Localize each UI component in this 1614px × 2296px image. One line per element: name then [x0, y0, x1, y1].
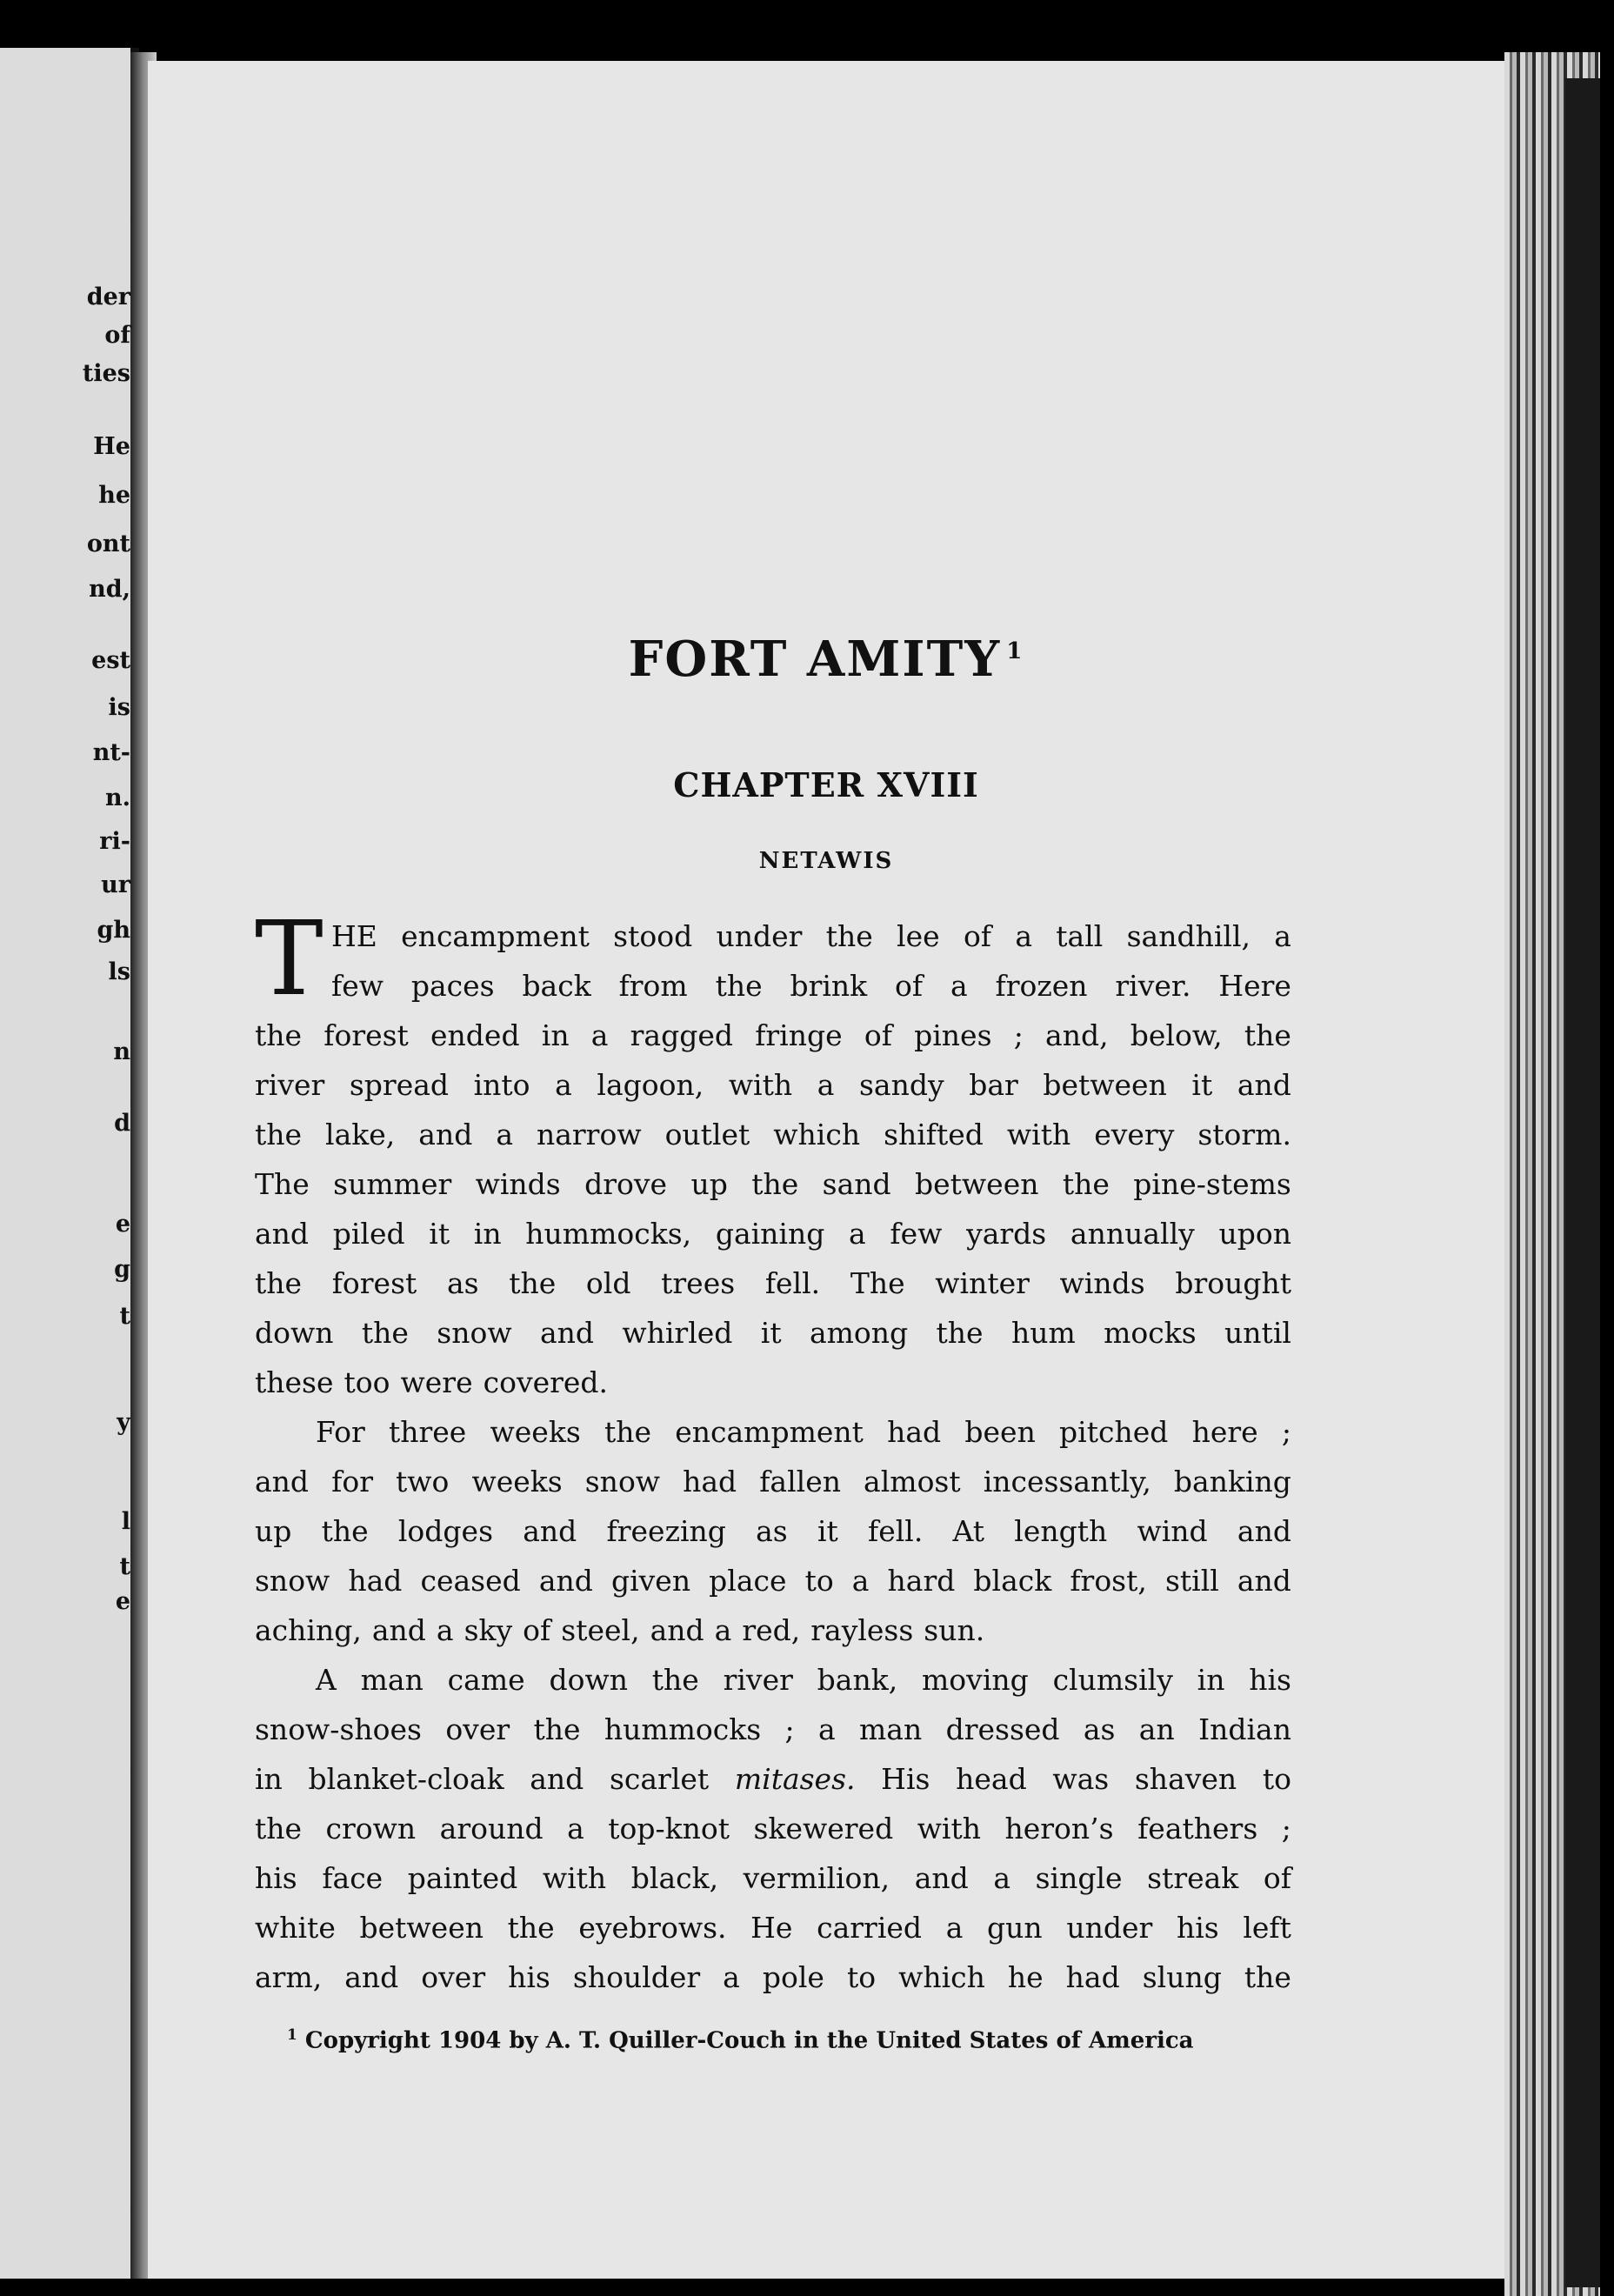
word: to [1262, 1762, 1291, 1796]
word: Indian [1198, 1712, 1291, 1746]
word: whirled [622, 1316, 733, 1350]
facing-page-fragment: der [86, 284, 130, 310]
word: with [917, 1812, 982, 1845]
word: hummocks, [525, 1217, 692, 1251]
text-line [255, 1705, 1291, 1754]
word: pine-stems [1133, 1167, 1291, 1201]
word: spread [349, 1068, 450, 1102]
word: were [400, 1365, 473, 1399]
word: the [533, 1712, 581, 1746]
word: and [1237, 1564, 1291, 1598]
facing-page-fragment: t [119, 1303, 130, 1330]
word: an [1138, 1712, 1175, 1746]
word: blanket-cloak [308, 1762, 504, 1796]
word: For [316, 1415, 365, 1449]
word: pines [914, 1018, 992, 1052]
word: river. [1115, 969, 1191, 1003]
facing-page-fragment: he [98, 482, 130, 509]
word: too [343, 1365, 390, 1399]
word: black [973, 1564, 1052, 1598]
word: bank, [817, 1663, 898, 1697]
word: with [1006, 1118, 1071, 1151]
text-line [255, 1308, 1291, 1358]
word: wind [1137, 1514, 1208, 1548]
word: HE [331, 919, 377, 953]
word: a [849, 1217, 866, 1251]
word: of [895, 969, 924, 1003]
word: the [1244, 1018, 1291, 1052]
facing-page-fragment: He [93, 433, 130, 460]
word: outlet [664, 1118, 750, 1151]
word: stood [613, 919, 693, 953]
footnote-text: Copyright 1904 by A. T. Quiller-Couch in the United States of America [304, 2027, 1194, 2054]
text-line [255, 1011, 1291, 1060]
word: a [851, 1564, 870, 1598]
word: The [850, 1266, 905, 1300]
word: narrow [536, 1118, 642, 1151]
word: until [1224, 1316, 1291, 1350]
word: vermilion, [743, 1861, 890, 1895]
title-footnote-mark: 1 [1006, 638, 1024, 665]
word: a [993, 1861, 1011, 1895]
word: and [1237, 1514, 1291, 1548]
word: and [418, 1118, 473, 1151]
word: forest [323, 1018, 409, 1052]
word: sandy [858, 1068, 944, 1102]
word: clumsily [1052, 1663, 1173, 1697]
body-text [255, 898, 1291, 2002]
word: carried [817, 1911, 923, 1945]
word: the [825, 919, 873, 953]
word: a [567, 1812, 584, 1845]
text-line [255, 911, 1291, 961]
word: storm. [1197, 1118, 1291, 1151]
word: winds [475, 1167, 561, 1201]
word: eyebrows. [578, 1911, 727, 1945]
word: lee [897, 919, 940, 953]
word: A [316, 1663, 337, 1697]
word: the [1062, 1167, 1110, 1201]
word: every [1094, 1118, 1175, 1151]
facing-page-fragment: n. [104, 784, 130, 811]
word: ended [430, 1018, 520, 1052]
word: mitases. [734, 1762, 856, 1796]
word: given [610, 1564, 691, 1598]
word: Here [1218, 969, 1291, 1003]
word: forest [331, 1266, 417, 1300]
word: a [723, 1960, 740, 1994]
word: place [709, 1564, 787, 1598]
word: of [864, 1018, 892, 1052]
word: and [539, 1316, 594, 1350]
word: snow-shoes [255, 1712, 422, 1746]
word: his [255, 1861, 297, 1895]
word: a [1274, 919, 1291, 953]
text-line [255, 1853, 1291, 1903]
word: tall [1056, 919, 1104, 953]
word: man [859, 1712, 923, 1746]
word: the [1244, 1960, 1291, 1994]
word: feathers [1137, 1812, 1258, 1845]
text-line [255, 1110, 1291, 1159]
word: ; [784, 1712, 795, 1746]
word: face [322, 1861, 383, 1895]
word: and [530, 1762, 584, 1796]
word: fell. [764, 1266, 821, 1300]
word: moving [922, 1663, 1029, 1697]
word: came [447, 1663, 525, 1697]
word: weeks [490, 1415, 581, 1449]
word: piled [332, 1217, 405, 1251]
facing-page-fragment: n [113, 1038, 130, 1065]
word: left [1243, 1911, 1291, 1945]
word: painted [407, 1861, 518, 1895]
word: and [344, 1960, 399, 1994]
word: encampment [675, 1415, 864, 1449]
word: fell. [867, 1514, 924, 1548]
word: a [1015, 919, 1032, 953]
facing-page-fragment: of [104, 322, 130, 349]
word: hum [1010, 1316, 1076, 1350]
word: under [716, 919, 803, 953]
word: arm, [255, 1960, 323, 1994]
word: as [1083, 1712, 1116, 1746]
facing-page-fragment: est [91, 647, 130, 674]
text-line [255, 1605, 1291, 1655]
word: length [1014, 1514, 1108, 1548]
word: and [255, 1465, 310, 1498]
word: top-knot [608, 1812, 730, 1845]
word: slung [1142, 1960, 1222, 1994]
facing-page-fragment: g [114, 1256, 130, 1283]
word: still [1164, 1564, 1219, 1598]
word: sand [822, 1167, 891, 1201]
word: had [887, 1415, 942, 1449]
word: a [817, 1068, 835, 1102]
word: and [523, 1514, 577, 1548]
word: which [898, 1960, 985, 1994]
word: a [555, 1068, 572, 1102]
text-line [255, 1655, 1291, 1705]
facing-page-fragment: d [114, 1110, 130, 1137]
word: down [255, 1316, 334, 1350]
word: around [439, 1812, 544, 1845]
word: for [331, 1465, 373, 1498]
word: river [723, 1663, 793, 1697]
title-text: FORT AMITY [628, 631, 1002, 688]
word: head [956, 1762, 1027, 1796]
footnote-mark: 1 [287, 2026, 297, 2044]
word: the [255, 1118, 303, 1151]
word: ceased [420, 1564, 521, 1598]
word: a [818, 1712, 836, 1746]
word: summer [333, 1167, 452, 1201]
word: incessantly, [983, 1465, 1151, 1498]
word: lagoon, [597, 1068, 704, 1102]
word: and, [1045, 1018, 1109, 1052]
text-line [255, 1258, 1291, 1308]
facing-page-fragment: ls [108, 958, 130, 985]
text-line [255, 1060, 1291, 1110]
word: the [255, 1266, 303, 1300]
word: of [1263, 1861, 1291, 1895]
word: snow [584, 1465, 661, 1498]
word: had [1065, 1960, 1120, 1994]
word: the [604, 1415, 652, 1449]
word: his [508, 1960, 550, 1994]
word: sandhill, [1126, 919, 1251, 953]
word: below, [1130, 1018, 1223, 1052]
word: crown [325, 1812, 417, 1845]
word: and [255, 1217, 310, 1251]
word: yards [966, 1217, 1047, 1251]
word: over [445, 1712, 510, 1746]
word: he [1007, 1960, 1044, 1994]
word: encampment [401, 919, 590, 953]
word: as [756, 1514, 788, 1548]
word: scarlet [609, 1762, 710, 1796]
word: and [1237, 1068, 1291, 1102]
word: of [963, 919, 992, 953]
word: streak [1147, 1861, 1239, 1895]
word: fallen [759, 1465, 841, 1498]
word: a [945, 1911, 964, 1945]
word: the [507, 1911, 555, 1945]
word: upon [1218, 1217, 1291, 1251]
word: the [361, 1316, 409, 1350]
word: his [1249, 1663, 1291, 1697]
text-line [255, 1506, 1291, 1556]
word: in [255, 1762, 283, 1796]
word: His [881, 1762, 930, 1796]
word: At [952, 1514, 985, 1548]
word: these [255, 1365, 334, 1399]
word: down [549, 1663, 628, 1697]
word: shoulder [572, 1960, 701, 1994]
word: with [728, 1068, 793, 1102]
word: snow [437, 1316, 512, 1350]
word: drove [584, 1167, 668, 1201]
word: gun [987, 1911, 1043, 1945]
word: up [690, 1167, 728, 1201]
word: brink [790, 969, 868, 1003]
word: mocks [1104, 1316, 1197, 1350]
word: between [915, 1167, 1039, 1201]
word: frozen [995, 969, 1088, 1003]
facing-page-fragment: nt- [92, 739, 130, 766]
word: single [1035, 1861, 1123, 1895]
book-cover-edge [1565, 78, 1600, 2287]
word: the [509, 1266, 557, 1300]
word: brought [1175, 1266, 1291, 1300]
word: winds [1059, 1266, 1145, 1300]
word: shaven [1134, 1762, 1237, 1796]
word: lodges [397, 1514, 494, 1548]
word: here [1191, 1415, 1258, 1449]
word: between [1043, 1068, 1167, 1102]
word: hard [887, 1564, 956, 1598]
text-line [255, 1952, 1291, 2002]
section-heading: NETAWIS [758, 848, 894, 874]
word: trees [661, 1266, 736, 1300]
word: paces [410, 969, 495, 1003]
word: to [846, 1960, 877, 1994]
word: covered. [483, 1365, 609, 1399]
word: up [255, 1514, 292, 1548]
facing-page-fragment: ont [86, 531, 130, 557]
word: to [804, 1564, 834, 1598]
word: a [436, 1613, 454, 1647]
word: a [590, 1018, 609, 1052]
word: weeks [471, 1465, 563, 1498]
chapter-heading: CHAPTER XVIII [673, 765, 979, 804]
word: as [446, 1266, 479, 1300]
facing-page-fragment: ties [82, 360, 130, 387]
facing-page-fragment: t [119, 1553, 130, 1580]
word: ; [1281, 1415, 1291, 1449]
word: into [473, 1068, 530, 1102]
word: a [950, 969, 968, 1003]
word: between [359, 1911, 484, 1945]
word: winter [935, 1266, 1030, 1300]
word: few [890, 1217, 943, 1251]
word: dressed [945, 1712, 1060, 1746]
word: freezing [606, 1514, 726, 1548]
word: annually [1070, 1217, 1195, 1251]
word: river [255, 1068, 325, 1102]
story-title [148, 631, 1504, 688]
word: almost [864, 1465, 961, 1498]
text-line [255, 1754, 1291, 1804]
word: his [1176, 1911, 1219, 1945]
word: lake, [325, 1118, 396, 1151]
word: ragged [630, 1018, 733, 1052]
word: which [773, 1118, 861, 1151]
word: it [429, 1217, 450, 1251]
facing-page-fragment: y [117, 1409, 130, 1436]
word: banking [1173, 1465, 1291, 1498]
word: the [255, 1812, 303, 1845]
text-line [255, 1358, 1291, 1407]
facing-page-fragment: ri- [99, 828, 130, 855]
word: white [255, 1911, 336, 1945]
word: ; [1013, 1018, 1024, 1052]
word: and [914, 1861, 969, 1895]
word: the [751, 1167, 799, 1201]
word: skewered [753, 1812, 894, 1845]
word: of [523, 1613, 551, 1647]
word: man [360, 1663, 424, 1697]
word: it [1191, 1068, 1213, 1102]
word: in [473, 1217, 502, 1251]
word: back [522, 969, 591, 1003]
word: the [651, 1663, 699, 1697]
word: He [750, 1911, 793, 1945]
facing-page-fragment: is [108, 694, 130, 721]
word: sky [464, 1613, 513, 1647]
word: shifted [884, 1118, 984, 1151]
word: gaining [715, 1217, 825, 1251]
facing-page-fragment: e [115, 1588, 130, 1615]
word: and [371, 1613, 426, 1647]
word: pole [762, 1960, 824, 1994]
word: hummocks [604, 1712, 762, 1746]
facing-page-fragment: nd, [89, 576, 130, 603]
word: heron’s [1004, 1812, 1114, 1845]
word: old [585, 1266, 631, 1300]
text-line [255, 1209, 1291, 1258]
word: fringe [755, 1018, 843, 1052]
word: had [683, 1465, 737, 1498]
word: frost, [1070, 1564, 1147, 1598]
word: aching, [255, 1613, 362, 1647]
word: a [714, 1613, 732, 1647]
word: was [1052, 1762, 1110, 1796]
text-line [255, 1407, 1291, 1457]
facing-page-fragment: gh [97, 917, 130, 944]
word: rayless [810, 1613, 914, 1647]
word: it [760, 1316, 782, 1350]
word: in [1197, 1663, 1225, 1697]
word: among [809, 1316, 909, 1350]
word: sun. [924, 1613, 985, 1647]
word: and [538, 1564, 593, 1598]
text-line [255, 1159, 1291, 1209]
word: over [421, 1960, 486, 1994]
word: in [541, 1018, 570, 1052]
word: with [542, 1861, 607, 1895]
text-line [255, 961, 1291, 1011]
text-line [255, 1556, 1291, 1605]
word: the [255, 1018, 303, 1052]
text-line [255, 1804, 1291, 1853]
facing-page-fragment: ur [101, 871, 130, 898]
word: red, [742, 1613, 801, 1647]
word: a [496, 1118, 513, 1151]
word: snow [255, 1564, 330, 1598]
text-line [255, 1457, 1291, 1506]
footnote [287, 2026, 1194, 2054]
word: the [936, 1316, 984, 1350]
word: ; [1281, 1812, 1291, 1845]
facing-page-fragment: e [115, 1211, 130, 1238]
word: steel, [561, 1613, 640, 1647]
word: it [817, 1514, 838, 1548]
word: had [348, 1564, 403, 1598]
word: black, [630, 1861, 719, 1895]
word: from [618, 969, 688, 1003]
word: bar [969, 1068, 1018, 1102]
text-line [255, 1903, 1291, 1952]
word: the [321, 1514, 369, 1548]
facing-page-fragment: l [121, 1508, 130, 1535]
word: the [715, 969, 763, 1003]
word: been [964, 1415, 1036, 1449]
word: three [388, 1415, 467, 1449]
word: two [396, 1465, 450, 1498]
word: pitched [1059, 1415, 1169, 1449]
word: few [331, 969, 383, 1003]
word: and [650, 1613, 704, 1647]
word: under [1066, 1911, 1153, 1945]
word: The [255, 1167, 310, 1201]
drop-cap: T [255, 898, 323, 1018]
